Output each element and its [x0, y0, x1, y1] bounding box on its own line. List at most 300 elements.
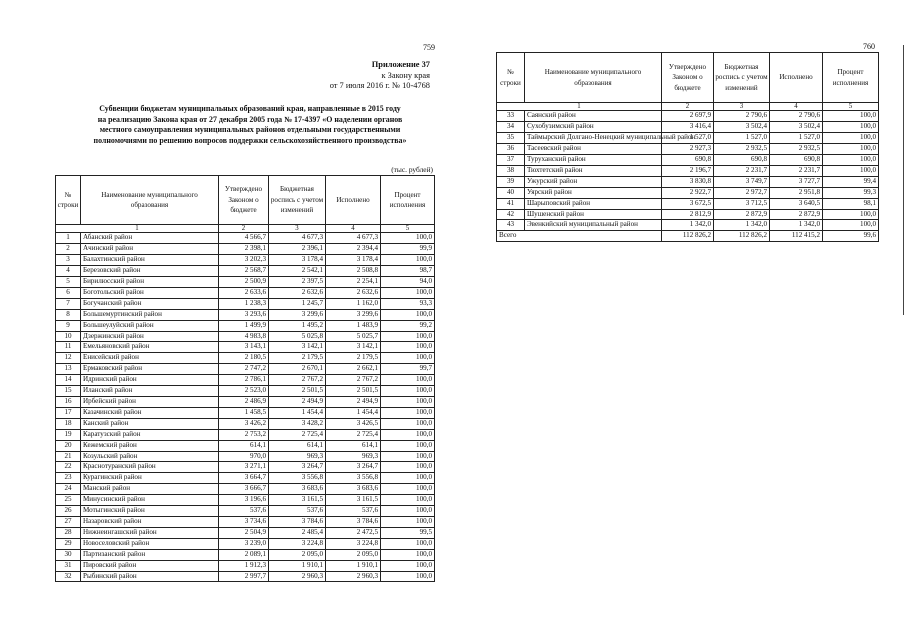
table-row — [56, 244, 435, 255]
municipality-name: Эвенкийский муниципальный район — [525, 220, 662, 231]
row-number: 27 — [56, 516, 81, 527]
row-number: 6 — [56, 287, 81, 298]
table-row — [56, 309, 435, 320]
executed-value: 3 161,5 — [326, 495, 381, 506]
approved-value: 2 633,6 — [219, 287, 269, 298]
percent-value: 100,0 — [381, 309, 435, 320]
table-row — [56, 516, 435, 527]
approved-value: 970,0 — [219, 451, 269, 462]
row-number: 5 — [56, 277, 81, 288]
budget-value: 2 632,6 — [269, 287, 326, 298]
percent-value: 98,1 — [823, 198, 879, 209]
approved-value: 3 196,6 — [219, 495, 269, 506]
budget-value: 3 556,8 — [269, 473, 326, 484]
budget-value: 2 960,3 — [269, 571, 326, 582]
executed-value: 2 501,5 — [326, 386, 381, 397]
row-number: 15 — [56, 386, 81, 397]
percent-value: 100,0 — [823, 209, 879, 220]
executed-value: 1 527,0 — [770, 133, 823, 144]
appendix-title: Приложение 37 — [371, 60, 430, 69]
budget-value: 2 396,1 — [269, 244, 326, 255]
percent-value: 99,2 — [381, 320, 435, 331]
percent-value: 100,0 — [381, 407, 435, 418]
executed-value: 3 264,7 — [326, 462, 381, 473]
row-number: 10 — [56, 331, 81, 342]
percent-value: 100,0 — [381, 538, 435, 549]
table-row — [56, 451, 435, 462]
executed-value: 2 494,9 — [326, 397, 381, 408]
row-number: 28 — [56, 527, 81, 538]
percent-value: 100,0 — [823, 133, 879, 144]
percent-value: 99,7 — [381, 364, 435, 375]
table-row — [56, 473, 435, 484]
table-row — [56, 571, 435, 582]
table-row — [56, 462, 435, 473]
header-approved: Утверждено Законом о бюджете — [219, 176, 269, 225]
approved-value: 3 830,8 — [662, 176, 714, 187]
municipality-name: Мотыгинский район — [81, 506, 219, 517]
row-number: 32 — [56, 571, 81, 582]
approved-value: 3 239,0 — [219, 538, 269, 549]
municipality-name: Ужурский район — [525, 176, 662, 187]
percent-value: 100,0 — [381, 386, 435, 397]
executed-value: 2 472,5 — [326, 527, 381, 538]
executed-value: 2 932,5 — [770, 144, 823, 155]
column-number: 4 — [326, 225, 381, 233]
budget-value: 2 670,1 — [269, 364, 326, 375]
appendix-line-2: к Закону края — [381, 70, 430, 80]
approved-value: 2 089,1 — [219, 549, 269, 560]
executed-value: 3 178,4 — [326, 255, 381, 266]
title-line: местного самоуправления муниципальных районов отдельными государственными — [99, 125, 401, 135]
percent-value: 100,0 — [381, 473, 435, 484]
row-number: 11 — [56, 342, 81, 353]
executed-value: 1 162,0 — [326, 298, 381, 309]
executed-value: 2 508,8 — [326, 266, 381, 277]
table-row — [497, 122, 879, 133]
budget-value: 3 712,5 — [714, 198, 770, 209]
table-row — [497, 155, 879, 166]
percent-value: 94,0 — [381, 277, 435, 288]
header-row-number: № строки — [56, 176, 81, 225]
executed-value: 2 872,9 — [770, 209, 823, 220]
table-row — [56, 560, 435, 571]
percent-value: 100,0 — [381, 418, 435, 429]
budget-value: 2 767,2 — [269, 375, 326, 386]
table-row — [497, 220, 879, 231]
table-row — [56, 506, 435, 517]
table-row — [56, 287, 435, 298]
row-number: 37 — [497, 155, 525, 166]
municipality-name: Сухобузимский район — [525, 122, 662, 133]
executed-value: 2 231,7 — [770, 165, 823, 176]
table-row — [56, 538, 435, 549]
page-number-left: 759 — [423, 43, 435, 52]
table-row — [56, 353, 435, 364]
approved-value: 1 458,5 — [219, 407, 269, 418]
budget-value: 5 025,8 — [269, 331, 326, 342]
header-budget: Бюджетная роспись с учетом изменений — [269, 176, 326, 225]
percent-value: 100,0 — [823, 220, 879, 231]
approved-value: 537,6 — [219, 506, 269, 517]
appendix-line-3: от 7 июля 2016 г. № 10-4768 — [329, 81, 430, 90]
table-row — [497, 209, 879, 220]
approved-value: 3 202,3 — [219, 255, 269, 266]
approved-value: 614,1 — [219, 440, 269, 451]
row-number: 21 — [56, 451, 81, 462]
budget-value: 969,3 — [269, 451, 326, 462]
percent-value: 100,0 — [381, 375, 435, 386]
percent-value: 100,0 — [823, 155, 879, 166]
budget-value: 3 264,7 — [269, 462, 326, 473]
budget-value: 2 494,9 — [269, 397, 326, 408]
percent-value: 93,3 — [381, 298, 435, 309]
table-row — [497, 133, 879, 144]
municipality-name: Ачинский район — [81, 244, 219, 255]
approved-value: 2 486,9 — [219, 397, 269, 408]
budget-value: 614,1 — [269, 440, 326, 451]
row-number: 36 — [497, 144, 525, 155]
budget-value: 3 142,1 — [269, 342, 326, 353]
table-row — [497, 198, 879, 209]
column-number: 1 — [56, 225, 219, 233]
budget-value: 1 495,2 — [269, 320, 326, 331]
column-number: 2 — [219, 225, 269, 233]
column-number: 1 — [497, 103, 662, 111]
municipality-name: Кежемский район — [81, 440, 219, 451]
row-number: 39 — [497, 176, 525, 187]
municipality-name: Большемуртинский район — [81, 309, 219, 320]
municipality-name: Каратузский район — [81, 429, 219, 440]
row-number: 8 — [56, 309, 81, 320]
column-number: 3 — [269, 225, 326, 233]
row-number: 35 — [497, 133, 525, 144]
total-budget: 112 826,2 — [714, 231, 770, 242]
appendix-heading — [250, 60, 430, 92]
budget-value: 3 784,6 — [269, 516, 326, 527]
column-number-row — [56, 225, 435, 233]
approved-value: 3 271,1 — [219, 462, 269, 473]
approved-value: 2 922,7 — [662, 187, 714, 198]
percent-value: 99,3 — [823, 187, 879, 198]
executed-value: 3 727,7 — [770, 176, 823, 187]
budget-value: 1 454,4 — [269, 407, 326, 418]
municipality-name: Емельяновский район — [81, 342, 219, 353]
table-row — [56, 342, 435, 353]
header-executed: Исполнено — [326, 176, 381, 225]
percent-value: 100,0 — [381, 560, 435, 571]
percent-value: 100,0 — [381, 462, 435, 473]
row-number: 20 — [56, 440, 81, 451]
row-number: 42 — [497, 209, 525, 220]
table-row — [56, 386, 435, 397]
table-row — [56, 364, 435, 375]
municipality-name: Боготольский район — [81, 287, 219, 298]
approved-value: 2 523,0 — [219, 386, 269, 397]
executed-value: 614,1 — [326, 440, 381, 451]
column-number: 3 — [714, 103, 770, 111]
budget-value: 2 179,5 — [269, 353, 326, 364]
percent-value: 100,0 — [823, 144, 879, 155]
municipality-name: Ермаковский район — [81, 364, 219, 375]
approved-value: 3 672,5 — [662, 198, 714, 209]
municipality-name: Нижнеингашский район — [81, 527, 219, 538]
table-row — [56, 495, 435, 506]
table-row — [56, 320, 435, 331]
row-number: 24 — [56, 484, 81, 495]
row-number: 9 — [56, 320, 81, 331]
row-number: 17 — [56, 407, 81, 418]
table-row — [56, 298, 435, 309]
table-row — [56, 331, 435, 342]
header-budget: Бюджетная роспись с учетом изменений — [714, 53, 770, 103]
table-row — [56, 527, 435, 538]
row-number: 38 — [497, 165, 525, 176]
units-label: (тыс. рублей) — [391, 165, 433, 174]
approved-value: 2 927,3 — [662, 144, 714, 155]
approved-value: 1 912,3 — [219, 560, 269, 571]
approved-value: 1 499,9 — [219, 320, 269, 331]
approved-value: 3 416,4 — [662, 122, 714, 133]
budget-value: 3 428,2 — [269, 418, 326, 429]
row-number: 3 — [56, 255, 81, 266]
executed-value: 3 502,4 — [770, 122, 823, 133]
total-row — [497, 231, 879, 242]
row-number: 22 — [56, 462, 81, 473]
percent-value: 100,0 — [381, 233, 435, 244]
percent-value: 100,0 — [381, 255, 435, 266]
title-line: полномочиями по решению вопросов поддержки сельскохозяйственного производства» — [93, 135, 407, 145]
municipality-name: Рыбинский район — [81, 571, 219, 582]
percent-value: 100,0 — [381, 495, 435, 506]
approved-value: 2 180,5 — [219, 353, 269, 364]
budget-value: 2 095,0 — [269, 549, 326, 560]
municipality-name: Балахтинский район — [81, 255, 219, 266]
row-number: 41 — [497, 198, 525, 209]
row-number: 14 — [56, 375, 81, 386]
table-row — [56, 266, 435, 277]
approved-value: 2 786,1 — [219, 375, 269, 386]
row-number: 29 — [56, 538, 81, 549]
budget-value: 3 224,8 — [269, 538, 326, 549]
approved-value: 2 997,7 — [219, 571, 269, 582]
table-row — [56, 233, 435, 244]
percent-value: 100,0 — [381, 397, 435, 408]
table-row — [497, 187, 879, 198]
table-row — [56, 429, 435, 440]
table-row — [56, 549, 435, 560]
row-number: 43 — [497, 220, 525, 231]
budget-value: 1 527,0 — [714, 133, 770, 144]
municipality-name: Тюхтетский район — [525, 165, 662, 176]
executed-value: 537,6 — [326, 506, 381, 517]
percent-value: 100,0 — [381, 571, 435, 582]
approved-value: 1 342,0 — [662, 220, 714, 231]
row-number: 30 — [56, 549, 81, 560]
percent-value: 100,0 — [381, 331, 435, 342]
percent-value: 99,4 — [823, 176, 879, 187]
percent-value: 100,0 — [381, 549, 435, 560]
municipality-name: Курагинский район — [81, 473, 219, 484]
municipality-name: Богучанский район — [81, 298, 219, 309]
approved-value: 2 747,2 — [219, 364, 269, 375]
executed-value: 2 254,1 — [326, 277, 381, 288]
approved-value: 1 238,3 — [219, 298, 269, 309]
table-row — [56, 484, 435, 495]
budget-value: 3 299,6 — [269, 309, 326, 320]
table-row — [56, 277, 435, 288]
municipality-name: Новоселовский район — [81, 538, 219, 549]
executed-value: 3 556,8 — [326, 473, 381, 484]
percent-value: 100,0 — [381, 440, 435, 451]
percent-value: 100,0 — [823, 122, 879, 133]
approved-value: 3 426,2 — [219, 418, 269, 429]
executed-value: 3 784,6 — [326, 516, 381, 527]
municipality-name: Манский район — [81, 484, 219, 495]
table-row — [497, 176, 879, 187]
budget-value: 690,8 — [714, 155, 770, 166]
budget-value: 2 397,5 — [269, 277, 326, 288]
approved-value: 4 983,8 — [219, 331, 269, 342]
municipality-name: Идринский район — [81, 375, 219, 386]
row-number: 7 — [56, 298, 81, 309]
row-number: 26 — [56, 506, 81, 517]
subsidy-table-right — [496, 52, 879, 242]
approved-value: 2 500,9 — [219, 277, 269, 288]
executed-value: 3 299,6 — [326, 309, 381, 320]
budget-value: 2 872,9 — [714, 209, 770, 220]
title-line: на реализацию Закона края от 27 декабря 2005 года № 17-4397 «О наделении органов — [97, 114, 403, 124]
approved-value: 2 697,9 — [662, 111, 714, 122]
executed-value: 2 394,4 — [326, 244, 381, 255]
row-number: 4 — [56, 266, 81, 277]
table-row — [56, 407, 435, 418]
column-number: 2 — [662, 103, 714, 111]
municipality-name: Уярский район — [525, 187, 662, 198]
budget-value: 3 683,6 — [269, 484, 326, 495]
executed-value: 2 790,6 — [770, 111, 823, 122]
percent-value: 100,0 — [381, 342, 435, 353]
approved-value: 2 753,2 — [219, 429, 269, 440]
row-number: 33 — [497, 111, 525, 122]
municipality-name: Минусинский район — [81, 495, 219, 506]
header-row-number: № строки — [497, 53, 525, 103]
budget-value: 3 161,5 — [269, 495, 326, 506]
percent-value: 100,0 — [381, 506, 435, 517]
budget-value: 2 790,6 — [714, 111, 770, 122]
municipality-name: Большеулуйский район — [81, 320, 219, 331]
percent-value: 99,5 — [381, 527, 435, 538]
municipality-name: Абанский район — [81, 233, 219, 244]
executed-value: 2 951,8 — [770, 187, 823, 198]
page-number-right: 760 — [863, 42, 875, 51]
municipality-name: Шарыповский район — [525, 198, 662, 209]
percent-value: 100,0 — [823, 111, 879, 122]
municipality-name: Козульский район — [81, 451, 219, 462]
municipality-name: Тасеевский район — [525, 144, 662, 155]
percent-value: 100,0 — [381, 287, 435, 298]
executed-value: 2 960,3 — [326, 571, 381, 582]
table-row — [497, 165, 879, 176]
municipality-name: Назаровский район — [81, 516, 219, 527]
column-number: 4 — [770, 103, 823, 111]
row-number: 31 — [56, 560, 81, 571]
executed-value: 2 632,6 — [326, 287, 381, 298]
executed-value: 3 142,1 — [326, 342, 381, 353]
header-name: Наименование муниципального образования — [81, 176, 219, 225]
approved-value: 690,8 — [662, 155, 714, 166]
budget-value: 2 725,4 — [269, 429, 326, 440]
budget-value: 2 485,4 — [269, 527, 326, 538]
budget-value: 3 178,4 — [269, 255, 326, 266]
budget-value: 3 749,7 — [714, 176, 770, 187]
budget-value: 2 932,5 — [714, 144, 770, 155]
table-row — [56, 440, 435, 451]
executed-value: 2 095,0 — [326, 549, 381, 560]
municipality-name: Дзержинский район — [81, 331, 219, 342]
executed-value: 3 224,8 — [326, 538, 381, 549]
row-number: 23 — [56, 473, 81, 484]
row-number: 18 — [56, 418, 81, 429]
executed-value: 2 725,4 — [326, 429, 381, 440]
row-number: 2 — [56, 244, 81, 255]
executed-value: 2 662,1 — [326, 364, 381, 375]
executed-value: 1 910,1 — [326, 560, 381, 571]
executed-value: 3 640,5 — [770, 198, 823, 209]
percent-value: 100,0 — [823, 165, 879, 176]
table-row — [56, 397, 435, 408]
column-number: 5 — [381, 225, 435, 233]
municipality-name: Саянский район — [525, 111, 662, 122]
header-name: Наименование муниципального образования — [525, 53, 662, 103]
column-number: 5 — [823, 103, 879, 111]
budget-value: 2 972,7 — [714, 187, 770, 198]
approved-value: 3 293,6 — [219, 309, 269, 320]
municipality-name: Енисейский район — [81, 353, 219, 364]
municipality-name: Туруханский район — [525, 155, 662, 166]
municipality-name: Канский район — [81, 418, 219, 429]
executed-value: 2 179,5 — [326, 353, 381, 364]
approved-value: 3 664,7 — [219, 473, 269, 484]
row-number: 34 — [497, 122, 525, 133]
total-percent: 99,6 — [823, 231, 879, 242]
municipality-name: Березовский район — [81, 266, 219, 277]
total-executed: 112 415,2 — [770, 231, 823, 242]
approved-value: 2 568,7 — [219, 266, 269, 277]
header-executed: Исполнено — [770, 53, 823, 103]
budget-value: 1 342,0 — [714, 220, 770, 231]
municipality-name: Краснотуранский район — [81, 462, 219, 473]
percent-value: 99,9 — [381, 244, 435, 255]
approved-value: 2 812,9 — [662, 209, 714, 220]
executed-value: 3 426,5 — [326, 418, 381, 429]
column-number-row — [497, 103, 879, 111]
executed-value: 3 683,6 — [326, 484, 381, 495]
title-line: Субвенции бюджетам муниципальных образований края, направленные в 2015 году — [99, 104, 401, 113]
executed-value: 690,8 — [770, 155, 823, 166]
approved-value: 4 566,7 — [219, 233, 269, 244]
table-row — [56, 255, 435, 266]
table-row — [497, 111, 879, 122]
percent-value: 100,0 — [381, 429, 435, 440]
budget-value: 2 231,7 — [714, 165, 770, 176]
percent-value: 98,7 — [381, 266, 435, 277]
header-percent: Процент исполнения — [381, 176, 435, 225]
percent-value: 100,0 — [381, 451, 435, 462]
row-number: 12 — [56, 353, 81, 364]
row-number: 25 — [56, 495, 81, 506]
header-approved: Утверждено Законом о бюджете — [662, 53, 714, 103]
